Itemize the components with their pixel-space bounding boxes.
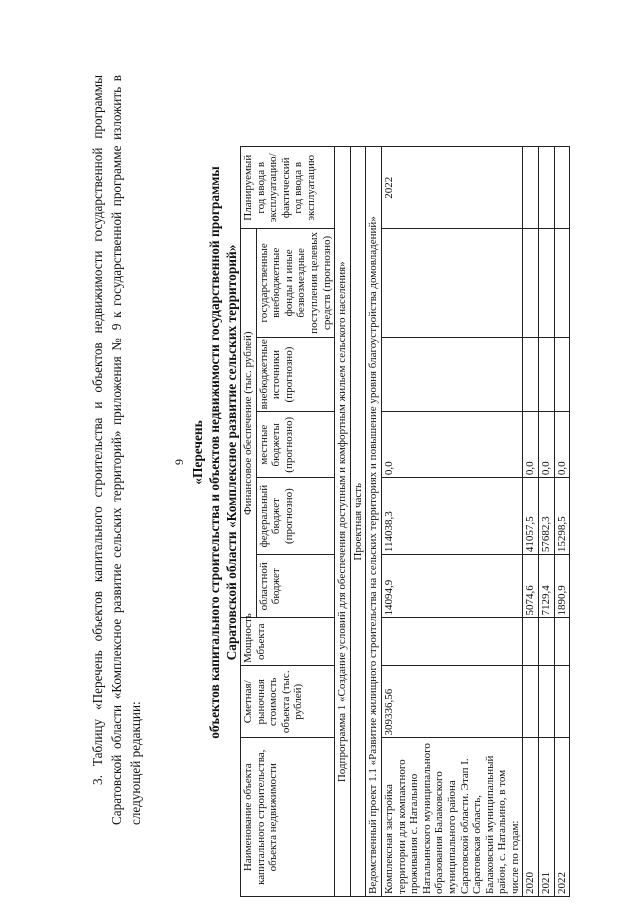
object-regional: 14094,9	[381, 555, 523, 618]
year-offbudget	[523, 337, 539, 412]
year-stateoff	[523, 229, 539, 338]
year-cost	[523, 666, 539, 738]
year-local: 0,0	[554, 412, 570, 478]
year-planned	[523, 147, 539, 229]
header-federal: федеральный бюджет (прогнозно)	[256, 478, 335, 555]
header-finance: Финансовое обеспечение (тыс. рублей)	[241, 229, 257, 618]
header-local: местные бюджеты (прогнозно)	[256, 412, 335, 478]
year-capacity	[539, 618, 555, 666]
subprogram-row	[335, 45, 351, 897]
year-planned	[554, 147, 570, 229]
header-regional: областной бюджет	[256, 555, 335, 618]
object-capacity	[381, 618, 523, 666]
header-offbudget: внебюджетные источники (прогнозно)	[256, 337, 335, 412]
table-row-year	[554, 45, 570, 897]
table-row-year	[539, 45, 555, 897]
table-header-row-1	[241, 45, 257, 897]
table-row-year	[523, 45, 539, 897]
object-offbudget	[381, 337, 523, 412]
year-regional: 5074,6	[523, 555, 539, 618]
title-line-2: объектов капитального строительства и объектов недвижимости государственной программы	[207, 166, 222, 739]
project-cell: Ведомственный проект 1.1 «Развитие жилищного строительства на сельских территориях и повышение уровня благоустройства домовладений»	[366, 147, 382, 897]
part-cell: Проектная часть	[350, 147, 366, 897]
year-local: 0,0	[523, 412, 539, 478]
intro-text: 3. Таблицу «Перечень объектов капитального строительства и объектов недвижимости государственной программы Саратовской области «Комплексное развитие сельских территорий» приложения № 9 к государственной программе изложить в следующей редакции:	[90, 75, 143, 825]
year-label: 2020	[523, 738, 539, 897]
object-local: 0,0	[381, 412, 523, 478]
year-capacity	[554, 618, 570, 666]
object-name: Комплексная застройка территории для компактного проживания с. Натальино Натальинского муниципального образования Балаковского муниципального района Саратовской области. Этап I. Саратовская область, Балаковский муниципальный район, с. Натальино, в том числе по годам:	[381, 738, 523, 897]
document-title	[172, 0, 240, 905]
year-federal: 41057,5	[523, 478, 539, 555]
year-stateoff	[539, 229, 555, 338]
year-local: 0,0	[539, 412, 555, 478]
year-label: 2021	[539, 738, 555, 897]
title-line-1: «Перечень	[190, 420, 205, 485]
year-federal: 15298,5	[554, 478, 570, 555]
year-offbudget	[539, 337, 555, 412]
year-stateoff	[554, 229, 570, 338]
header-year: Планируемый год ввода в эксплуатацию/ фактический год ввода в эксплуатацию	[241, 147, 335, 229]
subprogram-cell: Подпрограмма 1 «Создание условий для обеспечения доступным и комфортным жильем сельского населения»	[335, 147, 351, 897]
year-regional: 1890,9	[554, 555, 570, 618]
object-year: 2022	[381, 147, 523, 229]
year-cost	[554, 666, 570, 738]
header-capacity: Мощность объекта	[241, 618, 335, 666]
header-spacer	[241, 45, 335, 147]
object-federal: 114038,3	[381, 478, 523, 555]
project-row	[366, 45, 382, 897]
title-line-3: Саратовской области «Комплексное развитие сельских территорий»	[224, 244, 239, 661]
header-cost: Сметная/ рыночная стоимость объекта (тыс. рублей)	[241, 666, 335, 738]
year-federal: 57682,3	[539, 478, 555, 555]
header-stateoff: государственные внебюджетные фонды и иные безвозмездные поступления целевых средств (прогнозно)	[256, 229, 335, 338]
objects-table	[240, 45, 570, 897]
table-row-object	[381, 45, 523, 897]
part-row	[350, 45, 366, 897]
year-planned	[539, 147, 555, 229]
year-regional: 7129,4	[539, 555, 555, 618]
object-stateoff	[381, 229, 523, 338]
page-number: 9	[172, 459, 186, 465]
year-label: 2022	[554, 738, 570, 897]
year-offbudget	[554, 337, 570, 412]
header-name: Наименование объекта капитального строительства, объекта недвижимости	[241, 738, 335, 897]
intro-paragraph	[88, 75, 145, 825]
year-capacity	[523, 618, 539, 666]
year-cost	[539, 666, 555, 738]
object-cost: 309336,56	[381, 666, 523, 738]
